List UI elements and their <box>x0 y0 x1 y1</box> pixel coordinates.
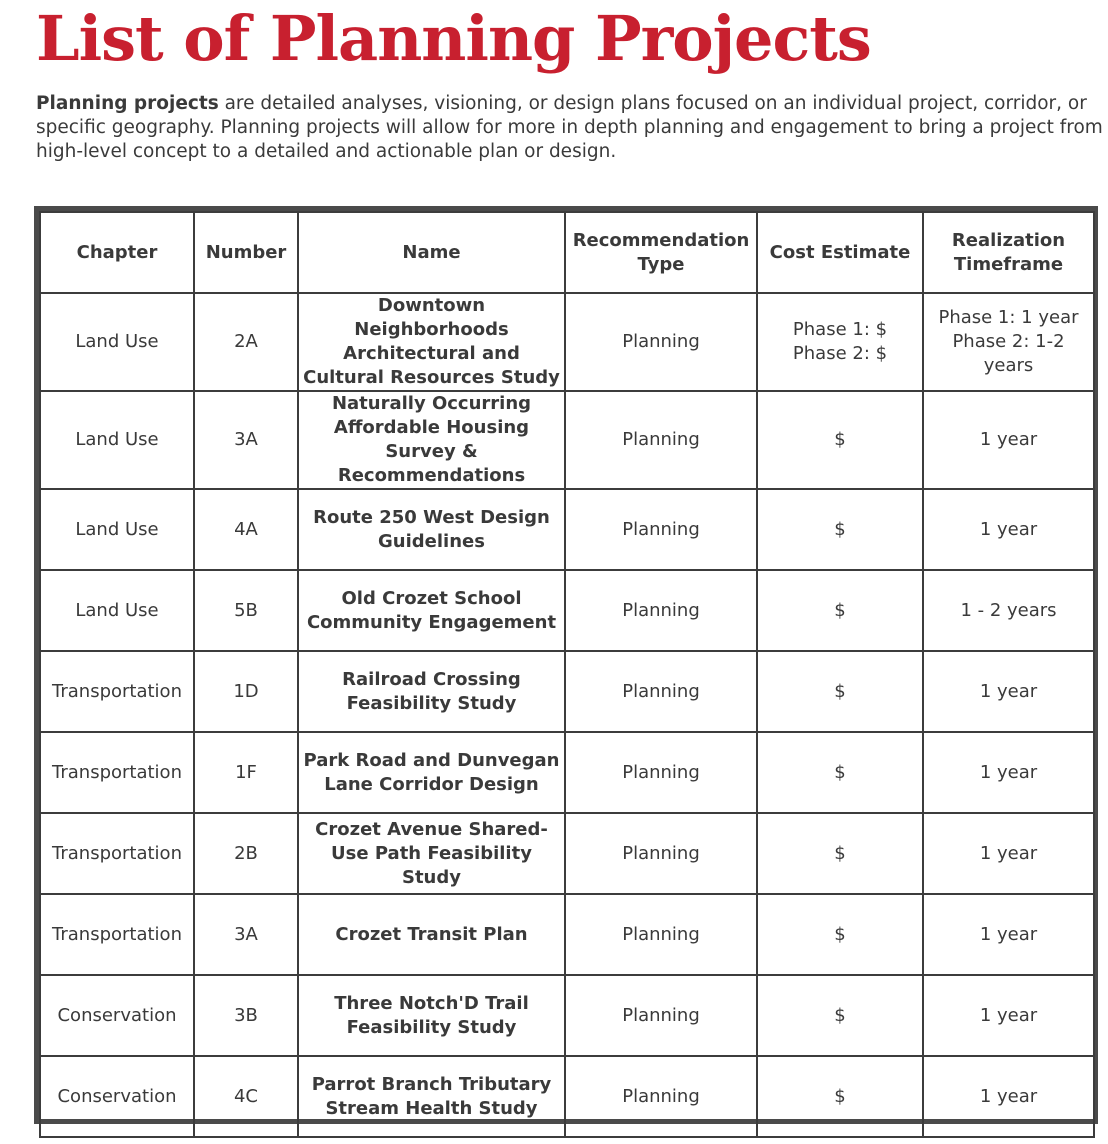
cell-timeframe: 1 year <box>923 732 1094 813</box>
cell-timeframe: 1 year <box>923 489 1094 570</box>
cell-chapter: Transportation <box>40 651 194 732</box>
cell-chapter: Conservation <box>40 975 194 1056</box>
cell-number: 2A <box>194 293 298 391</box>
table-header-row <box>40 212 1094 293</box>
cell-number: 3A <box>194 391 298 489</box>
table-row <box>40 391 1094 489</box>
cell-name: Naturally Occurring Affordable Housing Survey & Recommendations <box>298 391 565 489</box>
cell-type: Planning <box>565 894 757 975</box>
cell-type: Planning <box>565 391 757 489</box>
header-cost-estimate: Cost Estimate <box>757 212 923 293</box>
cell-chapter: Transportation <box>40 732 194 813</box>
cell-number: 2B <box>194 813 298 894</box>
cell-name: Parrot Branch Tributary Stream Health Study <box>298 1056 565 1137</box>
cell-timeframe: 1 year <box>923 1056 1094 1137</box>
table-row <box>40 293 1094 391</box>
cell-number: 3B <box>194 975 298 1056</box>
cell-name: Crozet Avenue Shared-Use Path Feasibility Study <box>298 813 565 894</box>
table-row <box>40 894 1094 975</box>
cell-cost: $ <box>757 570 923 651</box>
cell-type: Planning <box>565 732 757 813</box>
intro-text: are detailed analyses, visioning, or design plans focused on an individual project, corridor, or specific geography. Planning projects will allow for more in depth planning and engagement to bring a project from high-level concept to a detailed and actionable plan or design. <box>36 93 1103 162</box>
cell-timeframe: 1 year <box>923 651 1094 732</box>
cell-cost: $ <box>757 732 923 813</box>
cell-number: 1F <box>194 732 298 813</box>
table-row <box>40 732 1094 813</box>
cell-cost: $ <box>757 651 923 732</box>
header-realization-timeframe: Realization Timeframe <box>923 212 1094 293</box>
cell-number: 4C <box>194 1056 298 1137</box>
cell-timeframe: Phase 1: 1 year Phase 2: 1-2 years <box>923 293 1094 391</box>
cell-cost: $ <box>757 894 923 975</box>
cell-type: Planning <box>565 489 757 570</box>
cell-name: Park Road and Dunvegan Lane Corridor Design <box>298 732 565 813</box>
cell-type: Planning <box>565 651 757 732</box>
cell-name: Three Notch'D Trail Feasibility Study <box>298 975 565 1056</box>
cell-cost: $ <box>757 813 923 894</box>
cell-number: 5B <box>194 570 298 651</box>
intro-bold-term: Planning projects <box>36 93 219 114</box>
header-number: Number <box>194 212 298 293</box>
cell-timeframe: 1 - 2 years <box>923 570 1094 651</box>
table-row <box>40 813 1094 894</box>
table-row <box>40 975 1094 1056</box>
cell-name: Crozet Transit Plan <box>298 894 565 975</box>
cell-name: Route 250 West Design Guidelines <box>298 489 565 570</box>
cell-cost: $ <box>757 489 923 570</box>
cell-cost: $ <box>757 391 923 489</box>
table-row <box>40 570 1094 651</box>
projects-table <box>39 211 1095 1138</box>
cell-type: Planning <box>565 570 757 651</box>
header-chapter: Chapter <box>40 212 194 293</box>
cell-chapter: Land Use <box>40 489 194 570</box>
cell-cost: $ <box>757 1056 923 1137</box>
cell-timeframe: 1 year <box>923 894 1094 975</box>
cell-timeframe: 1 year <box>923 813 1094 894</box>
cell-cost: $ <box>757 975 923 1056</box>
cell-number: 1D <box>194 651 298 732</box>
page-title: List of Planning Projects <box>36 2 871 75</box>
cell-type: Planning <box>565 293 757 391</box>
cell-cost: Phase 1: $ Phase 2: $ <box>757 293 923 391</box>
cell-timeframe: 1 year <box>923 975 1094 1056</box>
table-row <box>40 651 1094 732</box>
cell-chapter: Conservation <box>40 1056 194 1137</box>
cell-chapter: Land Use <box>40 570 194 651</box>
cell-timeframe: 1 year <box>923 391 1094 489</box>
projects-table-frame <box>34 206 1098 1124</box>
header-name: Name <box>298 212 565 293</box>
cell-chapter: Transportation <box>40 813 194 894</box>
cell-chapter: Land Use <box>40 293 194 391</box>
cell-chapter: Land Use <box>40 391 194 489</box>
header-recommendation-type: Recommendation Type <box>565 212 757 293</box>
intro-paragraph <box>36 92 1104 164</box>
cell-name: Downtown Neighborhoods Architectural and Cultural Resources Study <box>298 293 565 391</box>
cell-number: 4A <box>194 489 298 570</box>
cell-type: Planning <box>565 1056 757 1137</box>
table-row <box>40 1056 1094 1137</box>
cell-type: Planning <box>565 975 757 1056</box>
cell-type: Planning <box>565 813 757 894</box>
cell-chapter: Transportation <box>40 894 194 975</box>
cell-name: Railroad Crossing Feasibility Study <box>298 651 565 732</box>
cell-number: 3A <box>194 894 298 975</box>
table-row <box>40 489 1094 570</box>
cell-name: Old Crozet School Community Engagement <box>298 570 565 651</box>
